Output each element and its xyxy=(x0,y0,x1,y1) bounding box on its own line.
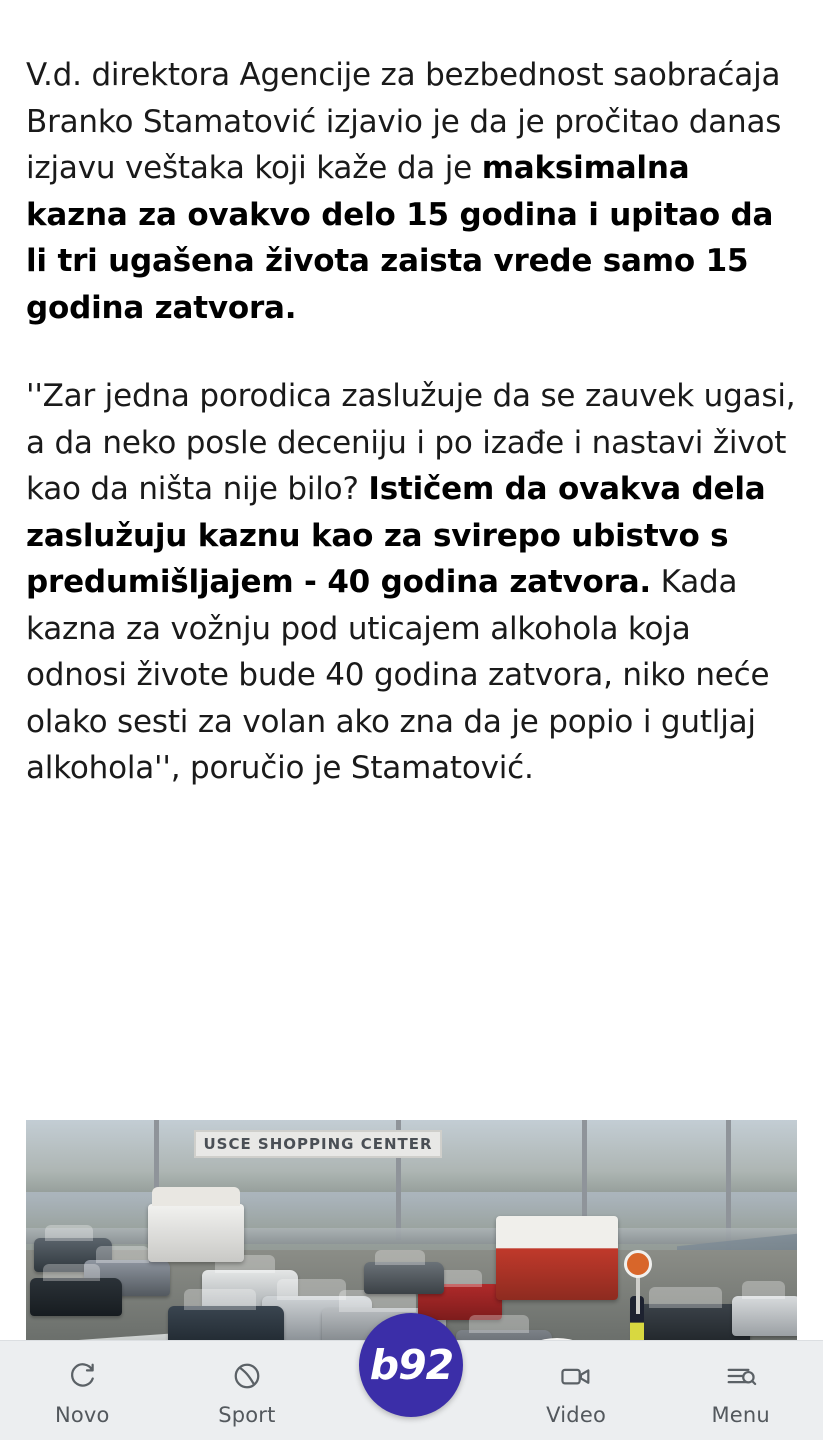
b92-logo-text: b92 xyxy=(369,1341,454,1389)
bottom-navigation[interactable] xyxy=(0,1340,823,1440)
nav-label-sport: Sport xyxy=(218,1403,276,1427)
nav-item-menu[interactable] xyxy=(658,1341,823,1440)
nav-label-menu: Menu xyxy=(711,1403,770,1427)
menu-search-icon xyxy=(723,1359,759,1393)
video-camera-icon xyxy=(558,1359,594,1393)
nav-item-novo[interactable] xyxy=(0,1341,165,1440)
nav-label-novo: Novo xyxy=(54,1403,110,1427)
refresh-icon xyxy=(64,1359,100,1393)
sport-ball-icon xyxy=(229,1359,265,1393)
red-truck xyxy=(496,1216,618,1300)
billboard-text: USCE SHOPPING CENTER xyxy=(203,1135,433,1153)
nav-logo-container[interactable] xyxy=(329,1341,494,1440)
nav-label-video: Video xyxy=(546,1403,606,1427)
stop-paddle-icon xyxy=(624,1250,652,1278)
article-paragraph-2: ''Zar jedna porodica zaslužuje da se zauvek ugasi, a da neko posle deceniju i po izađe i nastavi život kao da ništa nije bilo? Ističem da ovakva dela zaslužuju kaznu kao za svirepo ubistvo s predumišljajem - 40 godina zatvora. Kada kazna za vožnju pod uticajem alkohola koja odnosi živote bude 40 godina zatvora, niko neće olako sesti za volan ako zna da je popio i gutljaj alkohola'', poručio je Stamatović. xyxy=(26,378,796,786)
nav-item-video[interactable] xyxy=(494,1341,659,1440)
billboard-sign xyxy=(194,1130,442,1158)
b92-logo-button[interactable] xyxy=(359,1313,463,1417)
road-barrier xyxy=(26,1228,797,1244)
white-van xyxy=(148,1204,244,1262)
nav-item-sport[interactable] xyxy=(165,1341,330,1440)
article-paragraph-1: V.d. direktora Agencije za bezbednost saobraćaja Branko Stamatović izjavio je da je pročitao danas izjavu veštaka koji kaže da je maksimalna kazna za ovakvo delo 15 godina i upitao da li tri ugašena života zaista vrede samo 15 godina zatvora. xyxy=(26,57,782,326)
